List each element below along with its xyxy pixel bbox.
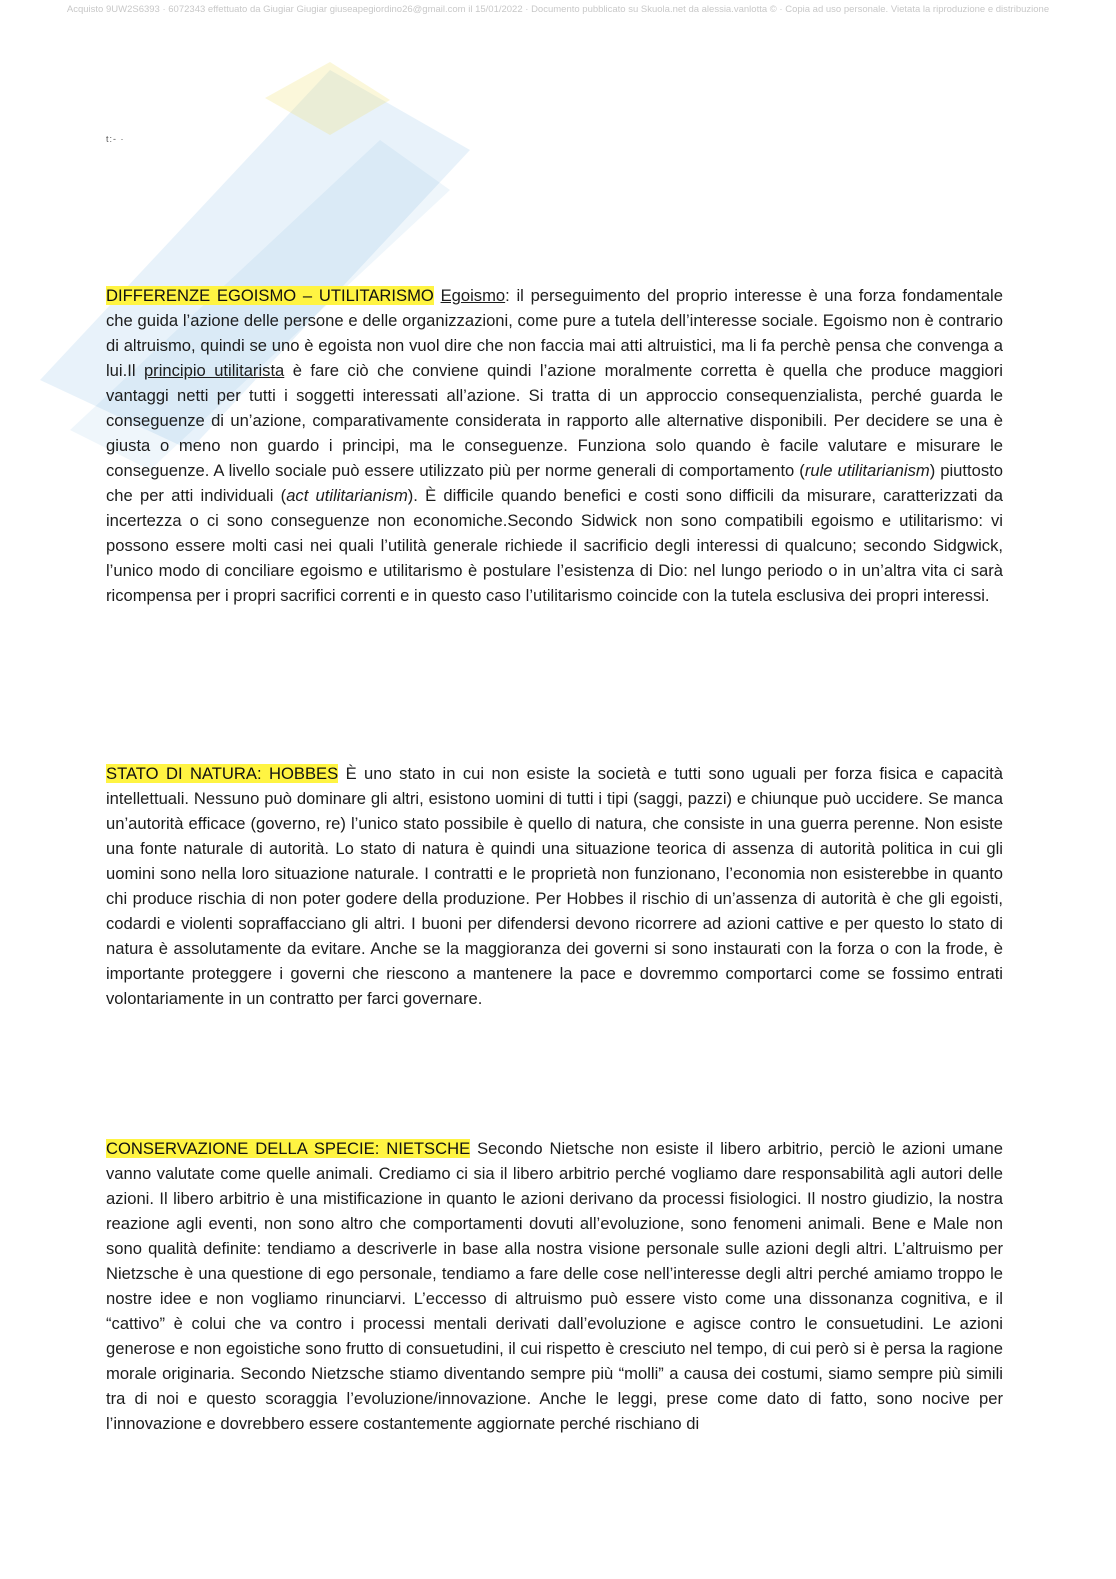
section-heading: CONSERVAZIONE DELLA SPECIE: NIETSCHE: [106, 1139, 471, 1158]
paragraph-text: ) piuttosto che per atti individuali (: [106, 461, 1003, 505]
section-egoismo-utilitarismo: [106, 283, 1003, 608]
stray-mark: t:- ·: [106, 134, 125, 144]
paragraph-text: è fare ciò che conviene quindi l’azione moralmente corretta è quella che produce maggiori vantaggi netti per tutti i soggetti interessati all’azione. Si tratta di un approccio consequenzialista, perché guarda le conseguenze di un’azione, comparativamente considerata in rapporto alle alternative disponibili. Per decidere se una è giusta o meno non guardo i principi, ma le conseguenze. Funziona solo quando è facile valutare e misurare le conseguenze. A livello sociale può essere utilizzato più per norme generali di comportamento (: [106, 361, 1003, 480]
purchase-notice: Acquisto 9UW2S6393 · 6072343 effettuato da Giugiar Giugiar giuseapegiordino26@gmail.com il 15/01/2022 · Documento pubblicato su Skuola.net da alessia.vanlotta © · Copia ad uso personale. Vietata la riproduzione e distribuzione: [66, 4, 1050, 15]
section-conservazione-specie: [106, 1136, 1003, 1436]
term-act-utilitarianism: act utilitarianism: [286, 486, 408, 505]
paragraph: [106, 1136, 1003, 1436]
paragraph-text: ). È difficile quando benefici e costi sono difficili da misurare, caratterizzati da incertezza o ci sono conseguenze non economiche.Secondo Sidwick non sono compatibili egoismo e utilitarismo: vi possono essere molti casi nei quali l’utilità generale richiede il sacrificio degli interessi di qualcuno; secondo Sidgwick, l’unico modo di conciliare egoismo e utilitarismo è postulare l’esistenza di Dio: nel lungo periodo o in un’altra vita ci sarà ricompensa per i propri sacrifici correnti e in questo caso l’utilitarismo coincide con la tutela esclusiva dei propri interessi.: [106, 486, 1003, 605]
heading-gap: [434, 286, 441, 305]
term-rule-utilitarianism: rule utilitarianism: [804, 461, 930, 480]
term-principio-utilitarista: principio utilitarista: [143, 361, 285, 380]
paragraph: [106, 761, 1003, 1011]
paragraph-text: : il perseguimento del proprio interesse è una forza fondamentale che guida l’azione delle persone e delle organizzazioni, come pure a tutela dell’interesse sociale. Egoismo non è contrario di altruismo, quindi se uno è egoista non vuol dire che non faccia mai atti altruistici, ma li fa perchè pensa che convenga a lui.Il: [106, 286, 1003, 380]
watermark-triangle-accent: [265, 62, 390, 135]
section-heading: STATO DI NATURA: HOBBES: [106, 764, 339, 783]
paragraph-text: È uno stato in cui non esiste la società e tutti sono uguali per forza fisica e capacità intellettuali. Nessuno può dominare gli altri, esistono uomini di tutti i tipi (saggi, pazzi) e chiunque può uccidere. Se manca un’autorità efficace (governo, re) l’unico stato possibile è quello di natura, che consiste in una guerra perenne. Non esiste una fonte naturale di autorità. Lo stato di natura è quindi una situazione teorica di assenza di autorità politica in cui gli uomini sono nella loro situazione naturale. I contratti e le proprietà non funzionano, l’economia non esisterebbe in quanto chi produce rischia di non poter godere della produzione. Per Hobbes il rischio di un’assenza di autorità è che gli egoisti, codardi e violenti sopraffacciano gli altri. I buoni per difendersi devono ricorrere ad azioni cattive e per questo lo stato di natura è assolutamente da evitare. Anche se la maggioranza dei governi si sono instaurati con la forza o con la frode, è importante proteggere i governi che riescono a mantenere la pace e dovremmo comportarci come se fossimo entrati volontariamente in un contratto per farci governare.: [106, 764, 1003, 1008]
section-heading: DIFFERENZE EGOISMO – UTILITARISMO: [106, 286, 434, 305]
paragraph-text: Secondo Nietsche non esiste il libero arbitrio, perciò le azioni umane vanno valutate come quelle animali. Crediamo ci sia il libero arbitrio perché vogliamo dare responsabilità agli autori delle azioni. Il libero arbitrio è una mistificazione in quanto le azioni derivano da processi fisiologici. Il nostro giudizio, la nostra reazione agli eventi, non sono altro che comportamenti dovuti all’evoluzione, sono fenomeni animali. Bene e Male non sono qualità definite: tendiamo a descriverle in base alla nostra visione personale sulle azioni degli altri. L’altruismo per Nietzsche è una questione di ego personale, tendiamo a fare delle cose nell’interesse degli altri perché amiamo troppo le nostre idee e non vogliamo rinunciarvi. L’eccesso di altruismo può essere visto come una dissonanza cognitiva, e il “cattivo” è colui che va contro i processi mentali derivati dall’evoluzione e agisce contro le consuetudini. Le azioni generose e non egoistiche sono frutto di consuetudini, il cui rispetto è cresciuto nel tempo, di cui però si è persa la ragione morale originaria. Secondo Nietzsche stiamo diventando sempre più “molli” a causa dei costumi, siamo sempre più simili tra di noi e questo scoraggia l’evoluzione/innovazione. Anche le leggi, prese come dato di fatto, sono nocive per l’innovazione e dovrebbero essere costantemente aggiornate perché rischiano di: [106, 1139, 1003, 1433]
section-stato-di-natura: [106, 761, 1003, 1011]
paragraph: [106, 283, 1003, 608]
term-egoismo: Egoismo: [440, 286, 506, 305]
